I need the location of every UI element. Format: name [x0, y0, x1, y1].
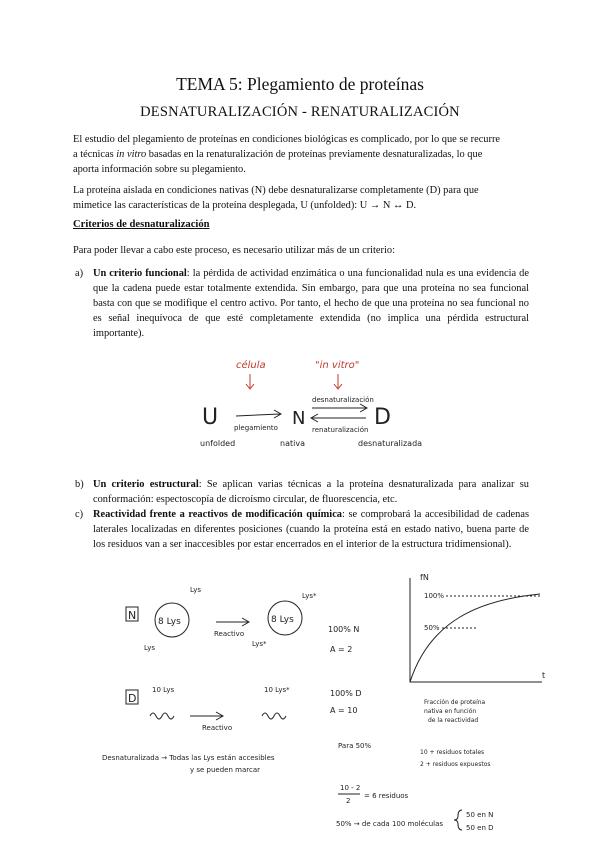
U-state: U — [202, 405, 219, 430]
list-marker: c) — [75, 509, 84, 520]
nativa-label: nativa — [280, 439, 305, 448]
text-line: mimetice las características de la proteína desplegada, U (unfolded): U → N ↔ D. — [73, 200, 417, 211]
text-line: a técnicas in vitro basadas en la renaturalización de proteínas previamente desnaturalizadas, lo que — [73, 149, 483, 160]
reactivity-sketch — [90, 570, 560, 840]
down-arrow-icon — [334, 374, 342, 389]
y-50-label: 50% — [424, 624, 440, 632]
pct-D: 100% D — [330, 689, 362, 698]
D-box-label: D — [128, 692, 137, 705]
calc-line: 10 + residuos totales — [420, 749, 485, 756]
caption-line: de la reactividad — [428, 717, 479, 724]
unfolded-chain — [150, 713, 174, 719]
right-arrow-icon — [236, 410, 281, 418]
ten-lys-star-label: 10 Lys* — [264, 686, 290, 694]
page-title: TEMA 5: Plegamiento de proteínas — [176, 74, 424, 94]
fN-axis-label: fN — [420, 573, 429, 582]
lys-label: Lys — [190, 586, 202, 594]
caption-line: Fracción de proteína — [424, 699, 486, 706]
desnaturalizada-label: desnaturalizada — [358, 439, 423, 448]
y-100-label: 100% — [424, 592, 445, 600]
criterion-b — [75, 477, 530, 507]
eight-lys-label: 8 Lys — [271, 615, 294, 625]
intro-paragraph-1 — [73, 132, 529, 177]
brace-line: 50 en N — [466, 811, 494, 819]
brace — [454, 810, 462, 830]
N-box-label: N — [128, 609, 137, 622]
list-marker: a) — [75, 268, 84, 279]
calc-line: 2 + residuos expuestos — [420, 761, 491, 768]
text-line: La proteína aislada en condiciones nativas (N) debe desnaturalizarse completamente (D) para que — [73, 185, 479, 196]
criterion-text: : se comprobará la accesibilidad de cadenas laterales localizadas en diferentes posiciones (cuando la proteína está en estado nativo, buena parte de los residuos van a ser inaccesibles por estar encerrados en el interior de la estructura tridimensional). — [93, 509, 530, 550]
lys-label: Lys — [144, 644, 156, 652]
down-arrow-icon — [246, 374, 254, 389]
desnaturalizacion-label: desnaturalización — [312, 396, 374, 404]
pct-N: 100% N — [328, 625, 360, 634]
desnat-note: y se pueden marcar — [190, 766, 260, 774]
caption-line: nativa en función — [424, 708, 477, 715]
t-axis-label: t — [542, 671, 546, 680]
folding-sketch — [200, 352, 440, 452]
ten-lys-label: 10 Lys — [152, 686, 175, 694]
eight-lys-label: 8 Lys — [158, 617, 181, 627]
criterion-title: Reactividad frente a reactivos de modificación química — [93, 509, 343, 520]
right-arrow-icon — [312, 404, 367, 412]
intro-paragraph-2 — [73, 183, 529, 213]
criterion-title: Un criterio funcional — [93, 268, 187, 279]
A2-label: A = 2 — [330, 645, 353, 654]
reactivo-label: Reactivo — [214, 630, 245, 638]
criterion-title: Un criterio estructural — [93, 479, 199, 490]
section-heading: Criterios de desnaturalización — [73, 219, 210, 230]
A10-label: A = 10 — [330, 706, 358, 715]
page-subtitle: DESNATURALIZACIÓN - RENATURALIZACIÓN — [140, 104, 460, 120]
celula-label: célula — [236, 360, 266, 371]
left-arrow-icon — [311, 414, 366, 422]
in-vitro-label: "in vitro" — [315, 360, 360, 371]
desnat-note: Desnaturalizada → Todas las Lys están accesibles — [102, 754, 275, 762]
fraction-result: = 6 residuos — [364, 792, 409, 800]
criterion-a — [75, 266, 529, 341]
right-arrow-icon — [190, 712, 223, 720]
reactivo-label: Reactivo — [202, 724, 233, 732]
lys-star-label: Lys* — [302, 592, 317, 600]
criteria-lead: Para poder llevar a cabo este proceso, es necesario utilizar más de un criterio: — [73, 245, 395, 256]
right-arrow-icon — [216, 618, 249, 626]
text-line: El estudio del plegamiento de proteínas en condiciones biológicas es complicado, por lo que se recurre — [73, 134, 501, 145]
criterion-c — [75, 507, 530, 552]
unfolded-label: unfolded — [200, 439, 236, 448]
criterion-text: : la pérdida de actividad enzimática o una funcionalidad nula es una evidencia de que la cadena puede estar totalmente extendida. Sin embargo, para que una proteína no sea funcional basta con que se modifique el centro activo. Por tanto, el hecho de que una proteína no sea funcional no es señal inequívoca de que esté completamente extendida (no implica una pérdida estructural importante). — [93, 268, 529, 339]
brace-line: 50 en D — [466, 824, 494, 832]
unfolded-chain — [262, 713, 286, 719]
reactivity-curve — [410, 594, 540, 682]
list-marker: b) — [75, 479, 84, 490]
para50-label: Para 50% — [338, 742, 372, 750]
last-line: 50% → de cada 100 moléculas — [336, 820, 444, 828]
renaturalizacion-label: renaturalización — [312, 426, 369, 434]
fraction-denominator: 2 — [346, 797, 351, 805]
lys-star-label: Lys* — [252, 640, 267, 648]
plegamiento-label: plegamiento — [234, 424, 278, 432]
criterion-text: : Se aplican varias técnicas a la proteína desnaturalizada para analizar su conformación: espectoscopía de dicroísmo circular, de fluorescencia, etc. — [93, 479, 530, 505]
N-state: N — [292, 408, 306, 429]
fraction-numerator: 10 - 2 — [340, 784, 361, 792]
D-state: D — [374, 405, 391, 430]
text-line: aporta información sobre su plegamiento. — [73, 164, 246, 175]
